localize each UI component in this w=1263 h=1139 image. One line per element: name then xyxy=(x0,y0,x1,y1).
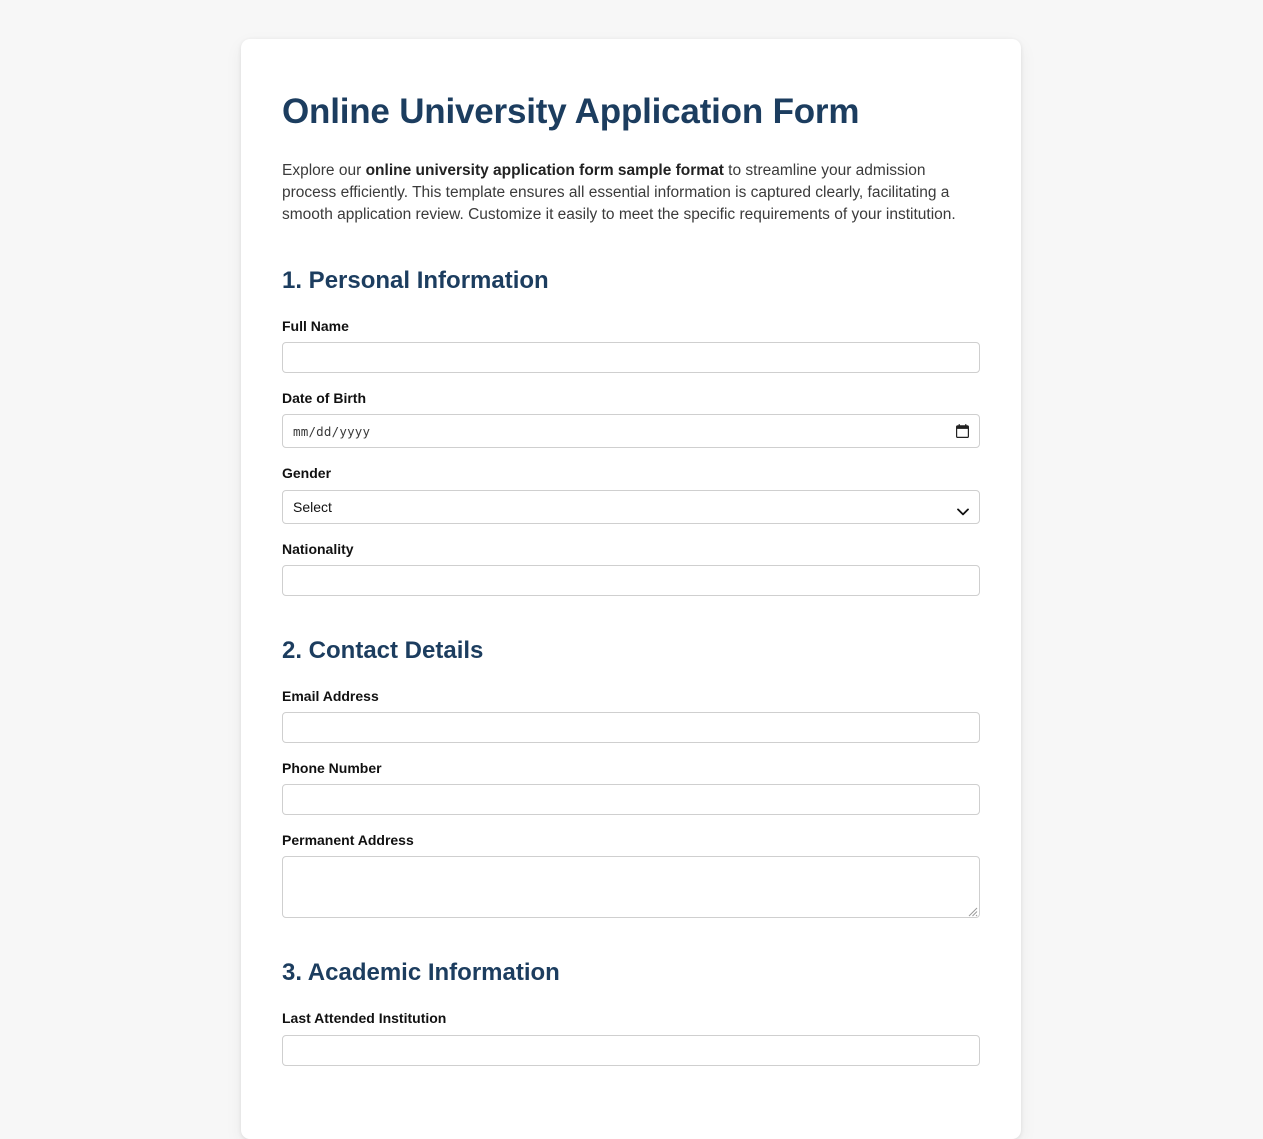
field-full-name xyxy=(282,317,980,373)
date-of-birth-input[interactable] xyxy=(282,414,980,448)
section-heading-personal-information: 1. Personal Information xyxy=(282,267,549,294)
label-full-name: Full Name xyxy=(282,318,349,334)
full-name-input[interactable] xyxy=(282,342,980,373)
label-nationality: Nationality xyxy=(282,540,354,557)
field-permanent-address xyxy=(282,831,980,918)
field-email-address xyxy=(282,687,980,743)
label-last-attended-institution: Last Attended Institution xyxy=(282,1010,447,1027)
permanent-address-wrapper xyxy=(282,856,980,918)
date-of-birth-wrapper xyxy=(282,414,980,448)
gender-selected-value: Select xyxy=(293,498,332,515)
intro-text-bold: online university application form sample format xyxy=(365,162,724,179)
field-last-attended-institution xyxy=(282,1009,980,1065)
gender-select[interactable] xyxy=(282,490,980,524)
label-phone-number: Phone Number xyxy=(282,759,382,776)
page-title: Online University Application Form xyxy=(282,92,860,131)
date-placeholder-text: mm/dd/yyyy xyxy=(293,423,371,439)
intro-text-after: to streamline your admission process efficiently. This template ensures all essential information is captured clearly, facilitating a smooth application review. Customize it easily to meet the specific requirements of your institution. xyxy=(282,162,956,223)
last-attended-institution-input[interactable] xyxy=(282,1035,980,1066)
email-address-input[interactable] xyxy=(282,712,980,743)
section-heading-academic-information: 3. Academic Information xyxy=(282,959,560,987)
intro-paragraph xyxy=(282,160,980,226)
label-date-of-birth: Date of Birth xyxy=(282,390,366,407)
calendar-icon[interactable] xyxy=(956,424,969,438)
permanent-address-textarea[interactable] xyxy=(282,856,980,918)
label-gender: Gender xyxy=(282,465,332,482)
field-gender xyxy=(282,464,980,523)
field-date-of-birth xyxy=(282,389,980,448)
gender-select-wrapper xyxy=(282,490,980,524)
field-nationality xyxy=(282,540,980,596)
label-permanent-address: Permanent Address xyxy=(282,832,414,849)
intro-text-before: Explore our xyxy=(282,162,366,179)
field-phone-number xyxy=(282,759,980,815)
application-form-card xyxy=(241,39,1021,1139)
phone-number-input[interactable] xyxy=(282,784,980,815)
section-heading-contact-details: 2. Contact Details xyxy=(282,636,484,664)
label-email-address: Email Address xyxy=(282,687,379,704)
nationality-input[interactable] xyxy=(282,565,980,596)
